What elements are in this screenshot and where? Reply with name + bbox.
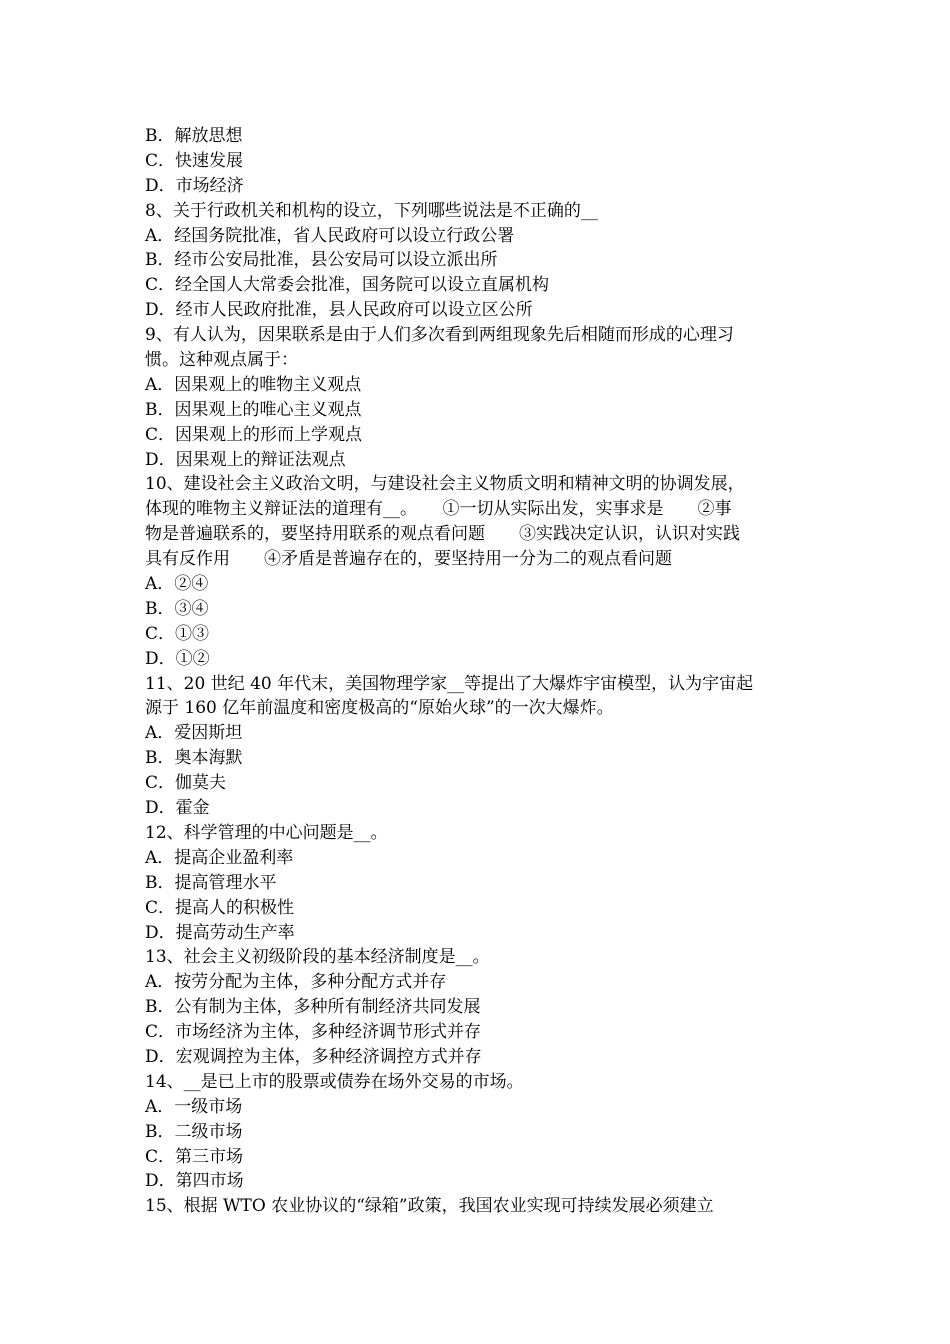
- option-line: A．提高企业盈利率: [145, 847, 294, 868]
- option-line: D．市场经济: [145, 175, 244, 196]
- option-line: A．经国务院批准，省人民政府可以设立行政公署: [145, 225, 515, 246]
- question-line: 惯。这种观点属于：: [145, 350, 298, 371]
- option-line: B．二级市场: [145, 1121, 243, 1142]
- option-line: D．宏观调控为主体，多种经济调控方式并存: [145, 1046, 482, 1067]
- question-line: 体现的唯物主义辩证法的道理有__。 ①一切从实际出发，实事求是 ②事: [145, 499, 732, 520]
- option-line: B．经市公安局批准，县公安局可以设立派出所: [145, 250, 498, 271]
- question-line: 具有反作用 ④矛盾是普遍存在的，要坚持用一分为二的观点看问题: [145, 549, 672, 570]
- option-line: B．③④: [145, 598, 209, 619]
- option-line: C．市场经济为主体，多种经济调节形式并存: [145, 1022, 482, 1043]
- document-body: [145, 124, 821, 1219]
- option-line: B．因果观上的唯心主义观点: [145, 399, 362, 420]
- option-line: D．经市人民政府批准，县人民政府可以设立区公所: [145, 300, 533, 321]
- option-line: D．第四市场: [145, 1171, 244, 1192]
- question-line: 源于 160 亿年前温度和密度极高的“原始火球”的一次大爆炸。: [145, 698, 614, 719]
- option-line: D．因果观上的辩证法观点: [145, 449, 346, 470]
- option-line: C．伽莫夫: [145, 773, 227, 794]
- question-line: 9、有人认为，因果联系是由于人们多次看到两组现象先后相随而形成的心理习: [145, 325, 734, 346]
- option-line: D．霍金: [145, 798, 210, 819]
- option-line: C．经全国人大常委会批准，国务院可以设立直属机构: [145, 275, 550, 296]
- question-line: 10、建设社会主义政治文明，与建设社会主义物质文明和精神文明的协调发展，: [145, 474, 745, 495]
- option-line: B．解放思想: [145, 126, 243, 146]
- option-line: C．提高人的积极性: [145, 897, 295, 918]
- option-line: D．①②: [145, 648, 210, 669]
- option-line: A．爱因斯坦: [145, 723, 243, 744]
- option-line: A．一级市场: [145, 1096, 243, 1117]
- option-line: A．因果观上的唯物主义观点: [145, 374, 362, 395]
- question-line: 12、科学管理的中心问题是__。: [145, 822, 388, 843]
- option-line: C．第三市场: [145, 1146, 244, 1167]
- option-line: D．提高劳动生产率: [145, 922, 295, 943]
- option-line: C．因果观上的形而上学观点: [145, 424, 363, 445]
- question-line: 14、__是已上市的股票或债券在场外交易的市场。: [145, 1071, 524, 1092]
- option-line: B．公有制为主体，多种所有制经济共同发展: [145, 997, 481, 1018]
- option-line: C．快速发展: [145, 150, 244, 171]
- question-line: 11、20 世纪 40 年代末，美国物理学家__等提出了大爆炸宇宙模型，认为宇宙起: [145, 673, 754, 694]
- question-line: 物是普遍联系的，要坚持用联系的观点看问题 ③实践决定认识，认识对实践: [145, 524, 740, 545]
- option-line: B．奥本海默: [145, 748, 243, 769]
- question-line: 15、根据 WTO 农业协议的“绿箱”政策，我国农业实现可持续发展必须建立: [145, 1196, 714, 1217]
- option-line: A．按劳分配为主体，多种分配方式并存: [145, 972, 447, 993]
- option-line: C．①③: [145, 623, 210, 644]
- option-line: B．提高管理水平: [145, 872, 277, 893]
- question-line: 13、社会主义初级阶段的基本经济制度是__。: [145, 947, 490, 968]
- question-line: 8、关于行政机关和机构的设立，下列哪些说法是不正确的__: [145, 200, 598, 221]
- option-line: A．②④: [145, 574, 209, 595]
